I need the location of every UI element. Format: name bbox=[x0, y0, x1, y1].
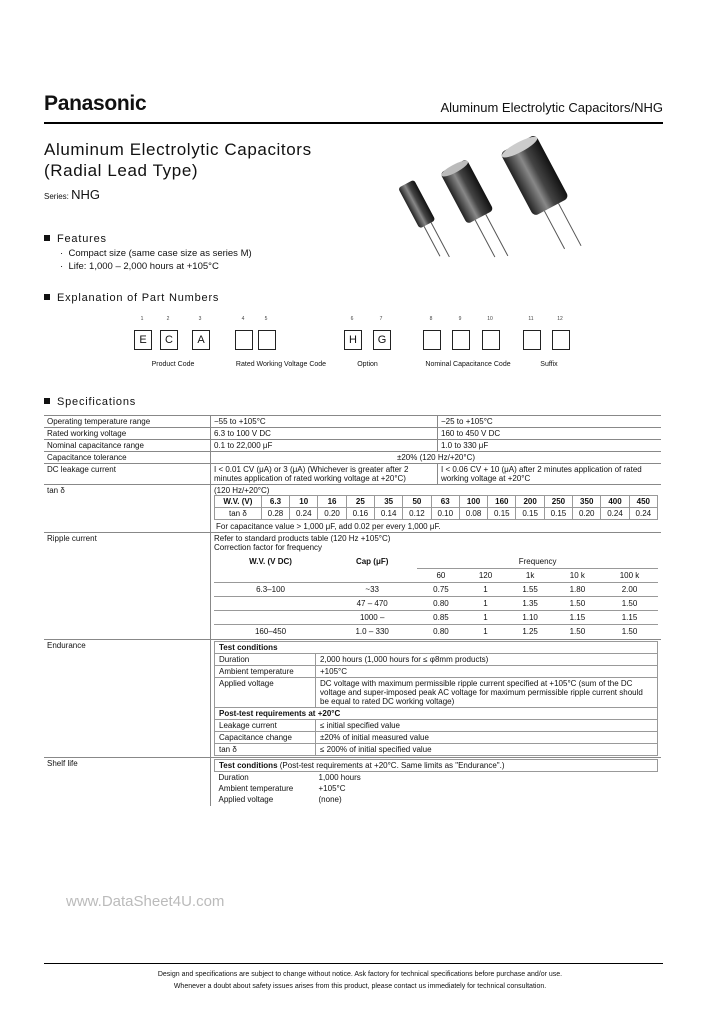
shelf-test-heading: Test conditions bbox=[219, 761, 278, 770]
document-title bbox=[44, 139, 312, 181]
spec-label: Rated working voltage bbox=[44, 428, 211, 440]
wv-cell: 50 bbox=[403, 496, 431, 508]
specifications-heading: Specifications bbox=[44, 396, 136, 408]
shelf-cell bbox=[211, 758, 662, 807]
tan-header: tan δ bbox=[215, 508, 262, 520]
ripple-factor-cell: 2.00 bbox=[601, 583, 658, 597]
table-row bbox=[214, 555, 658, 569]
ripple-factor-cell: 1.25 bbox=[506, 625, 553, 639]
endurance-post-heading: Post-test requirements at +20°C bbox=[215, 708, 658, 720]
part-position-number: 9 bbox=[458, 316, 462, 322]
table-row bbox=[215, 666, 658, 678]
spec-value: −25 to +105°C bbox=[438, 416, 662, 428]
table-row bbox=[215, 772, 658, 784]
table-row bbox=[215, 744, 658, 756]
table-row bbox=[44, 464, 661, 485]
footer-line-1: Design and specifications are subject to change without notice. Ask factory for technical specifications before purchase and/or use. bbox=[157, 971, 563, 978]
table-row bbox=[214, 625, 658, 639]
ripple-table bbox=[214, 555, 658, 638]
ripple-factor-cell: 1.50 bbox=[601, 625, 658, 639]
table-row bbox=[44, 428, 661, 440]
tan-cell: 0.24 bbox=[290, 508, 318, 520]
ripple-factor-cell: 1.35 bbox=[506, 597, 553, 611]
ripple-factor-cell: 1 bbox=[465, 611, 507, 625]
part-position-number: 11 bbox=[528, 316, 534, 322]
endurance-value: +105°C bbox=[316, 666, 658, 678]
ripple-cap-cell: 1.0 – 330 bbox=[327, 625, 417, 639]
title-line-2: (Radial Lead Type) bbox=[44, 161, 199, 180]
series-label bbox=[44, 187, 100, 202]
wv-cell: 350 bbox=[573, 496, 601, 508]
spec-value: I < 0.01 CV (μA) or 3 (μA) (Whichever is greater after 2 minutes application of rated working voltage at +20°C) bbox=[211, 464, 438, 485]
tan-cell: 0.15 bbox=[516, 508, 544, 520]
shelf-value: (none) bbox=[318, 795, 342, 804]
header-rule bbox=[44, 122, 663, 124]
shelf-label: Ambient temperature bbox=[218, 784, 294, 793]
table-row bbox=[215, 496, 658, 508]
shelf-label: Duration bbox=[218, 773, 249, 782]
list-item: · Life: 1,000 – 2,000 hours at +105°C bbox=[60, 261, 219, 272]
tan-cell: 0.16 bbox=[346, 508, 374, 520]
ripple-factor-cell: 0.75 bbox=[417, 583, 464, 597]
ripple-cap-cell: ~33 bbox=[327, 583, 417, 597]
endurance-table bbox=[214, 641, 658, 756]
capacitor-large bbox=[500, 133, 592, 259]
part-numbers-heading: Explanation of Part Numbers bbox=[44, 292, 219, 304]
endurance-test-heading: Test conditions bbox=[215, 642, 658, 654]
part-position-number: 5 bbox=[264, 316, 268, 322]
part-position-number: 7 bbox=[379, 316, 383, 322]
spec-label: tan δ bbox=[44, 485, 211, 533]
endurance-label: Capacitance change bbox=[215, 732, 316, 744]
wv-cell: 16 bbox=[318, 496, 346, 508]
endurance-label: tan δ bbox=[215, 744, 316, 756]
table-row bbox=[215, 760, 658, 772]
shelf-value: 1,000 hours bbox=[318, 773, 361, 782]
capacitor-medium bbox=[440, 158, 516, 263]
table-row bbox=[44, 440, 661, 452]
part-label-option: Option bbox=[357, 361, 378, 368]
endurance-value: DC voltage with maximum permissible ripple current specified at +105°C (sum of the DC voltage and super-imposed peak AC voltage for maximum permissible ripple current should be equal to rated DC working voltage) bbox=[316, 678, 658, 708]
shelf-test-note: (Post-test requirements at +20°C. Same limits as "Endurance".) bbox=[279, 761, 505, 770]
endurance-label: Leakage current bbox=[215, 720, 316, 732]
table-row bbox=[215, 508, 658, 520]
wv-cell: 6.3 bbox=[261, 496, 289, 508]
tan-condition: (120 Hz/+20°C) bbox=[214, 486, 270, 495]
ripple-factor-cell: 1.50 bbox=[601, 597, 658, 611]
endurance-label: Applied voltage bbox=[215, 678, 316, 708]
wv-cell: 25 bbox=[346, 496, 374, 508]
part-position-number: 6 bbox=[350, 316, 354, 322]
tan-cell: 0.20 bbox=[318, 508, 346, 520]
endurance-label: Duration bbox=[215, 654, 316, 666]
part-number-box bbox=[235, 330, 253, 350]
part-number-box: E bbox=[134, 330, 152, 350]
part-position-number: 2 bbox=[166, 316, 170, 322]
table-row bbox=[215, 642, 658, 654]
table-row bbox=[214, 583, 658, 597]
part-label-suffix: Suffix bbox=[540, 361, 558, 368]
specifications-table bbox=[44, 415, 661, 806]
part-number-box bbox=[423, 330, 441, 350]
table-row bbox=[44, 758, 661, 807]
ripple-cap-header: Cap (μF) bbox=[355, 557, 389, 566]
footer-rule bbox=[44, 963, 663, 964]
wv-cell: 200 bbox=[516, 496, 544, 508]
spec-value: −55 to +105°C bbox=[211, 416, 438, 428]
table-row bbox=[44, 416, 661, 428]
capacitor-illustration bbox=[380, 133, 640, 263]
part-label-voltage: Rated Working Voltage Code bbox=[235, 361, 327, 368]
spec-value: 6.3 to 100 V DC bbox=[211, 428, 438, 440]
ripple-freq-header: Frequency bbox=[518, 557, 557, 566]
part-position-number: 12 bbox=[557, 316, 563, 322]
part-position-number: 3 bbox=[198, 316, 202, 322]
spec-label: DC leakage current bbox=[44, 464, 211, 485]
wv-cell: 35 bbox=[375, 496, 403, 508]
part-label-product: Product Code bbox=[151, 361, 195, 368]
table-row bbox=[214, 611, 658, 625]
ripple-factor-cell: 1.10 bbox=[506, 611, 553, 625]
part-number-box bbox=[482, 330, 500, 350]
wv-cell: 250 bbox=[544, 496, 572, 508]
ripple-wv-cell bbox=[214, 597, 327, 611]
tan-delta-cell bbox=[211, 485, 662, 533]
part-number-box: H bbox=[344, 330, 362, 350]
tan-cell: 0.12 bbox=[403, 508, 431, 520]
tan-cell: 0.14 bbox=[375, 508, 403, 520]
endurance-value: ±20% of initial measured value bbox=[316, 732, 658, 744]
wv-cell: 400 bbox=[601, 496, 629, 508]
footer-line-2: Whenever a doubt about safety issues arises from this product, please contact us immediately for technical consultation. bbox=[173, 983, 547, 990]
table-row bbox=[44, 485, 661, 533]
tan-cell: 0.20 bbox=[573, 508, 601, 520]
endurance-label: Ambient temperature bbox=[215, 666, 316, 678]
spec-label: Endurance bbox=[44, 640, 211, 758]
table-row bbox=[44, 452, 661, 464]
shelf-label: Applied voltage bbox=[218, 795, 274, 804]
table-row bbox=[215, 783, 658, 794]
series-value: NHG bbox=[71, 187, 101, 202]
tan-cell: 0.24 bbox=[629, 508, 657, 520]
spec-value: 160 to 450 V DC bbox=[438, 428, 662, 440]
wv-cell: 10 bbox=[290, 496, 318, 508]
spec-value: I < 0.06 CV + 10 (μA) after 2 minutes application of rated working voltage at +20°C bbox=[438, 464, 662, 485]
ripple-factor-cell: 1.15 bbox=[554, 611, 601, 625]
wv-cell: 450 bbox=[629, 496, 657, 508]
spec-label: Operating temperature range bbox=[44, 416, 211, 428]
ripple-factor-cell: 1.50 bbox=[554, 597, 601, 611]
tan-cell: 0.15 bbox=[488, 508, 516, 520]
ripple-factor-cell: 1 bbox=[465, 625, 507, 639]
part-label-capacitance: Nominal Capacitance Code bbox=[425, 361, 511, 368]
freq-header-cell: 100 k bbox=[601, 569, 658, 583]
part-position-number: 4 bbox=[241, 316, 245, 322]
shelf-table bbox=[214, 759, 658, 805]
ripple-wv-header: W.V. (V DC) bbox=[249, 557, 292, 566]
endurance-value: 2,000 hours (1,000 hours for ≤ φ8mm products) bbox=[316, 654, 658, 666]
part-number-box bbox=[452, 330, 470, 350]
spec-label: Nominal capacitance range bbox=[44, 440, 211, 452]
part-position-number: 8 bbox=[429, 316, 433, 322]
ripple-factor-cell: 1.50 bbox=[554, 625, 601, 639]
endurance-value: ≤ initial specified value bbox=[316, 720, 658, 732]
tan-cell: 0.08 bbox=[459, 508, 487, 520]
list-item: · Compact size (same case size as series M) bbox=[60, 248, 252, 259]
ripple-note: Correction factor for frequency bbox=[214, 543, 323, 552]
spec-label: Shelf life bbox=[44, 758, 211, 807]
ripple-cell bbox=[211, 533, 662, 640]
wv-cell: 160 bbox=[488, 496, 516, 508]
capacitor-small bbox=[398, 180, 454, 263]
table-row bbox=[44, 533, 661, 640]
spec-value: ±20% (120 Hz/+20°C) bbox=[211, 452, 662, 464]
part-number-box: A bbox=[192, 330, 210, 350]
ripple-factor-cell: 1 bbox=[465, 583, 507, 597]
freq-header-cell: 60 bbox=[417, 569, 464, 583]
table-row bbox=[215, 732, 658, 744]
part-number-box bbox=[258, 330, 276, 350]
endurance-value: ≤ 200% of initial specified value bbox=[316, 744, 658, 756]
features-list bbox=[60, 247, 252, 273]
features-heading: Features bbox=[44, 233, 107, 245]
table-row bbox=[215, 720, 658, 732]
table-row bbox=[44, 640, 661, 758]
ripple-wv-cell bbox=[214, 611, 327, 625]
ripple-factor-cell: 1.80 bbox=[554, 583, 601, 597]
tan-cell: 0.28 bbox=[261, 508, 289, 520]
series-prefix: Series: bbox=[44, 192, 69, 201]
part-number-box bbox=[523, 330, 541, 350]
ripple-wv-cell: 6.3–100 bbox=[214, 583, 327, 597]
ripple-factor-cell: 0.85 bbox=[417, 611, 464, 625]
endurance-cell bbox=[211, 640, 662, 758]
wv-cell: 63 bbox=[431, 496, 459, 508]
table-row bbox=[215, 708, 658, 720]
title-line-1: Aluminum Electrolytic Capacitors bbox=[44, 140, 312, 159]
brand-logo: Panasonic bbox=[44, 92, 147, 115]
ripple-factor-cell: 1.55 bbox=[506, 583, 553, 597]
ripple-cap-cell: 47 – 470 bbox=[327, 597, 417, 611]
spec-label: Capacitance tolerance bbox=[44, 452, 211, 464]
ripple-factor-cell: 1.15 bbox=[601, 611, 658, 625]
part-position-number: 10 bbox=[487, 316, 493, 322]
freq-header-cell: 120 bbox=[465, 569, 507, 583]
part-position-number: 1 bbox=[140, 316, 144, 322]
tan-cell: 0.24 bbox=[601, 508, 629, 520]
tan-cell: 0.10 bbox=[431, 508, 459, 520]
watermark: www.DataSheet4U.com bbox=[66, 893, 225, 910]
ripple-wv-cell: 160–450 bbox=[214, 625, 327, 639]
part-number-box: G bbox=[373, 330, 391, 350]
spec-value: 1.0 to 330 μF bbox=[438, 440, 662, 452]
tan-cell: 0.15 bbox=[544, 508, 572, 520]
tan-note: For capacitance value > 1,000 μF, add 0.02 per every 1,000 μF. bbox=[216, 522, 441, 531]
spec-value: 0.1 to 22,000 μF bbox=[211, 440, 438, 452]
spec-label: Ripple current bbox=[44, 533, 211, 640]
table-row bbox=[214, 597, 658, 611]
part-number-box bbox=[552, 330, 570, 350]
ripple-factor-cell: 0.80 bbox=[417, 597, 464, 611]
part-number-box: C bbox=[160, 330, 178, 350]
table-row bbox=[215, 654, 658, 666]
freq-header-cell: 1k bbox=[506, 569, 553, 583]
ripple-note: Refer to standard products table (120 Hz +105°C) bbox=[214, 534, 391, 543]
ripple-factor-cell: 0.80 bbox=[417, 625, 464, 639]
tan-delta-table bbox=[214, 495, 658, 520]
ripple-factor-cell: 1 bbox=[465, 597, 507, 611]
table-row bbox=[215, 794, 658, 805]
freq-header-cell: 10 k bbox=[554, 569, 601, 583]
wv-cell: 100 bbox=[459, 496, 487, 508]
shelf-value: +105°C bbox=[318, 784, 346, 793]
wv-header: W.V. (V) bbox=[215, 496, 262, 508]
ripple-cap-cell: 1000 – bbox=[327, 611, 417, 625]
header-title: Aluminum Electrolytic Capacitors/NHG bbox=[440, 100, 663, 115]
table-row bbox=[215, 678, 658, 708]
